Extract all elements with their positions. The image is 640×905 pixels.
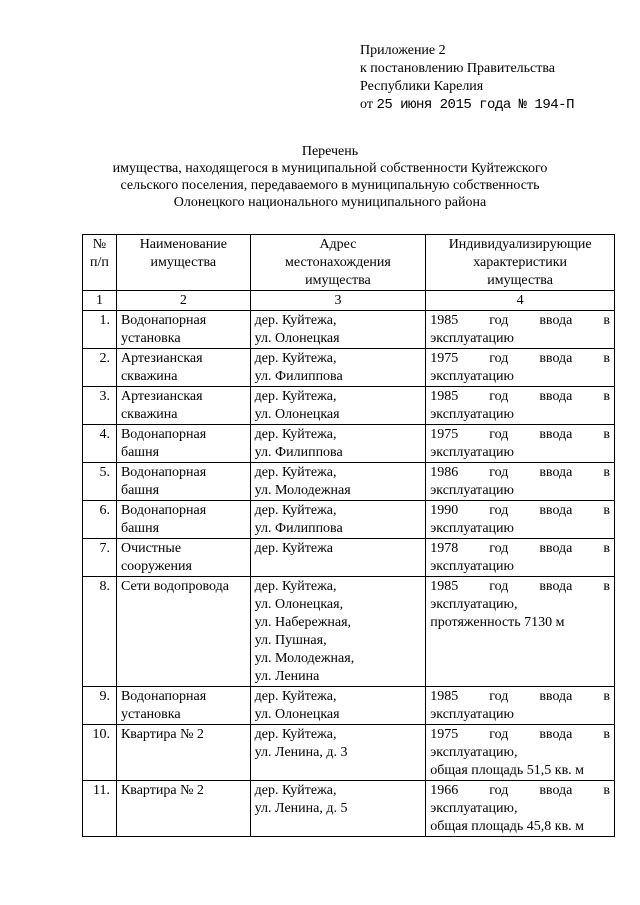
characteristics-line: эксплуатацию — [430, 445, 515, 460]
date-stamp: 25 июня 2015 года № 194-П — [376, 97, 574, 113]
document-title — [80, 143, 580, 211]
property-address — [250, 387, 426, 425]
property-name-line: Водонапорная — [120, 313, 207, 328]
col-number: 2 — [116, 291, 250, 311]
property-characteristics — [426, 425, 615, 463]
characteristics-line: эксплуатацию, — [430, 745, 518, 760]
address-line: ул. Ленина, д. 3 — [254, 745, 348, 760]
property-name — [116, 781, 250, 837]
characteristics-line: 1966 год ввода в — [430, 783, 610, 798]
characteristics-line: 1986 год ввода в — [430, 465, 610, 480]
property-characteristics — [426, 577, 615, 687]
table-row — [83, 539, 615, 577]
property-name — [116, 725, 250, 781]
property-address — [250, 425, 426, 463]
property-table — [82, 234, 615, 837]
row-number: 6. — [83, 501, 117, 539]
characteristics-line: эксплуатацию — [430, 331, 515, 346]
col-number: 1 — [83, 291, 117, 311]
characteristics-line: эксплуатацию, — [430, 597, 518, 612]
property-address — [250, 577, 426, 687]
row-number: 8. — [83, 577, 117, 687]
property-name-line: Сети водопровода — [120, 579, 229, 594]
property-name-line: Квартира № 2 — [120, 783, 204, 798]
characteristics-line: 1985 год ввода в — [430, 579, 610, 594]
date-prefix: от — [360, 97, 373, 112]
characteristics-line: общая площадь 45,8 кв. м — [430, 819, 585, 834]
characteristics-line: эксплуатацию — [430, 707, 515, 722]
appendix-line-2: к постановлению Правительства — [360, 61, 556, 76]
address-line: ул. Ленина, д. 5 — [254, 801, 348, 816]
appendix-date-line — [360, 96, 574, 114]
characteristics-line: 1990 год ввода в — [430, 503, 610, 518]
row-number: 1. — [83, 311, 117, 349]
characteristics-line: 1985 год ввода в — [430, 313, 610, 328]
address-line: ул. Пушная, — [254, 633, 327, 648]
property-name — [116, 687, 250, 725]
property-address — [250, 463, 426, 501]
property-name-line: Артезианская — [120, 389, 203, 404]
row-number: 10. — [83, 725, 117, 781]
property-address — [250, 311, 426, 349]
property-name-line: Водонапорная — [120, 427, 207, 442]
property-address — [250, 781, 426, 837]
property-characteristics — [426, 781, 615, 837]
table-row — [83, 311, 615, 349]
property-name-line: Очистные — [120, 541, 182, 556]
characteristics-line: эксплуатацию, — [430, 801, 518, 816]
col-number: 3 — [250, 291, 426, 311]
property-characteristics — [426, 463, 615, 501]
table-row — [83, 725, 615, 781]
property-name — [116, 577, 250, 687]
property-name — [116, 311, 250, 349]
characteristics-line: протяженность 7130 м — [430, 615, 565, 630]
appendix-block — [360, 42, 574, 114]
address-line: ул. Олонецкая — [254, 407, 340, 422]
characteristics-line: эксплуатацию — [430, 483, 515, 498]
address-line: ул. Филиппова — [254, 369, 343, 384]
header-characteristics: Индивидуализирующие характеристики имущества — [426, 235, 615, 291]
row-number: 11. — [83, 781, 117, 837]
title-line-2: имущества, находящегося в муниципальной собственности Куйтежского — [112, 161, 548, 176]
table-header-row — [83, 235, 615, 291]
property-address — [250, 501, 426, 539]
col-number: 4 — [426, 291, 615, 311]
address-line: дер. Куйтежа, — [254, 783, 337, 798]
header-num: № п/п — [83, 235, 117, 291]
characteristics-line: 1975 год ввода в — [430, 727, 610, 742]
property-characteristics — [426, 387, 615, 425]
table-row — [83, 577, 615, 687]
property-name — [116, 425, 250, 463]
property-name-line: установка — [120, 707, 181, 722]
property-name — [116, 387, 250, 425]
address-line: дер. Куйтежа, — [254, 689, 337, 704]
property-characteristics — [426, 539, 615, 577]
characteristics-line: общая площадь 51,5 кв. м — [430, 763, 585, 778]
characteristics-line: 1985 год ввода в — [430, 389, 610, 404]
characteristics-line: 1985 год ввода в — [430, 689, 610, 704]
characteristics-line: 1978 год ввода в — [430, 541, 610, 556]
table-row — [83, 501, 615, 539]
table-row — [83, 425, 615, 463]
title-line-4: Олонецкого национального муниципального района — [173, 195, 487, 210]
property-address — [250, 687, 426, 725]
address-line: дер. Куйтежа, — [254, 579, 337, 594]
address-line: дер. Куйтежа, — [254, 351, 337, 366]
title-line-1: Перечень — [301, 144, 359, 159]
appendix-line-3: Республики Карелия — [360, 79, 484, 94]
header-address: Адрес местонахождения имущества — [250, 235, 426, 291]
header-name: Наименование имущества — [116, 235, 250, 291]
table-row — [83, 349, 615, 387]
property-address — [250, 725, 426, 781]
address-line: дер. Куйтежа, — [254, 465, 337, 480]
characteristics-line: эксплуатацию — [430, 521, 515, 536]
row-number: 3. — [83, 387, 117, 425]
table-row — [83, 463, 615, 501]
address-line: дер. Куйтежа — [254, 541, 334, 556]
property-address — [250, 539, 426, 577]
address-line: ул. Филиппова — [254, 521, 343, 536]
address-line: ул. Олонецкая — [254, 331, 340, 346]
property-name-line: Водонапорная — [120, 465, 207, 480]
property-name — [116, 539, 250, 577]
property-name-line: Квартира № 2 — [120, 727, 204, 742]
address-line: ул. Молодежная — [254, 483, 351, 498]
column-number-row — [83, 291, 615, 311]
row-number: 7. — [83, 539, 117, 577]
address-line: дер. Куйтежа, — [254, 727, 337, 742]
address-line: ул. Ленина — [254, 669, 320, 684]
property-name — [116, 349, 250, 387]
row-number: 4. — [83, 425, 117, 463]
address-line: дер. Куйтежа, — [254, 313, 337, 328]
characteristics-line: 1975 год ввода в — [430, 351, 610, 366]
row-number: 2. — [83, 349, 117, 387]
characteristics-line: эксплуатацию — [430, 407, 515, 422]
property-characteristics — [426, 311, 615, 349]
appendix-line-1: Приложение 2 — [360, 43, 446, 58]
address-line: дер. Куйтежа, — [254, 389, 337, 404]
address-line: ул. Набережная, — [254, 615, 352, 630]
property-characteristics — [426, 725, 615, 781]
row-number: 5. — [83, 463, 117, 501]
property-name-line: Водонапорная — [120, 689, 207, 704]
property-characteristics — [426, 687, 615, 725]
property-name — [116, 463, 250, 501]
property-name-line: башня — [120, 521, 160, 536]
property-name-line: Водонапорная — [120, 503, 207, 518]
property-name-line: скважина — [120, 369, 178, 384]
address-line: дер. Куйтежа, — [254, 503, 337, 518]
title-line-3: сельского поселения, передаваемого в муниципальную собственность — [120, 178, 540, 193]
address-line: ул. Олонецкая — [254, 707, 340, 722]
characteristics-line: эксплуатацию — [430, 369, 515, 384]
property-characteristics — [426, 349, 615, 387]
property-name-line: скважина — [120, 407, 178, 422]
property-name — [116, 501, 250, 539]
property-name-line: башня — [120, 483, 160, 498]
table-row — [83, 387, 615, 425]
characteristics-line: эксплуатацию — [430, 559, 515, 574]
characteristics-line: 1975 год ввода в — [430, 427, 610, 442]
property-name-line: сооружения — [120, 559, 192, 574]
property-name-line: Артезианская — [120, 351, 203, 366]
address-line: ул. Филиппова — [254, 445, 343, 460]
row-number: 9. — [83, 687, 117, 725]
property-name-line: установка — [120, 331, 181, 346]
address-line: ул. Молодежная, — [254, 651, 355, 666]
table-row — [83, 781, 615, 837]
property-characteristics — [426, 501, 615, 539]
property-name-line: башня — [120, 445, 160, 460]
table-row — [83, 687, 615, 725]
property-address — [250, 349, 426, 387]
address-line: дер. Куйтежа, — [254, 427, 337, 442]
address-line: ул. Олонецкая, — [254, 597, 344, 612]
